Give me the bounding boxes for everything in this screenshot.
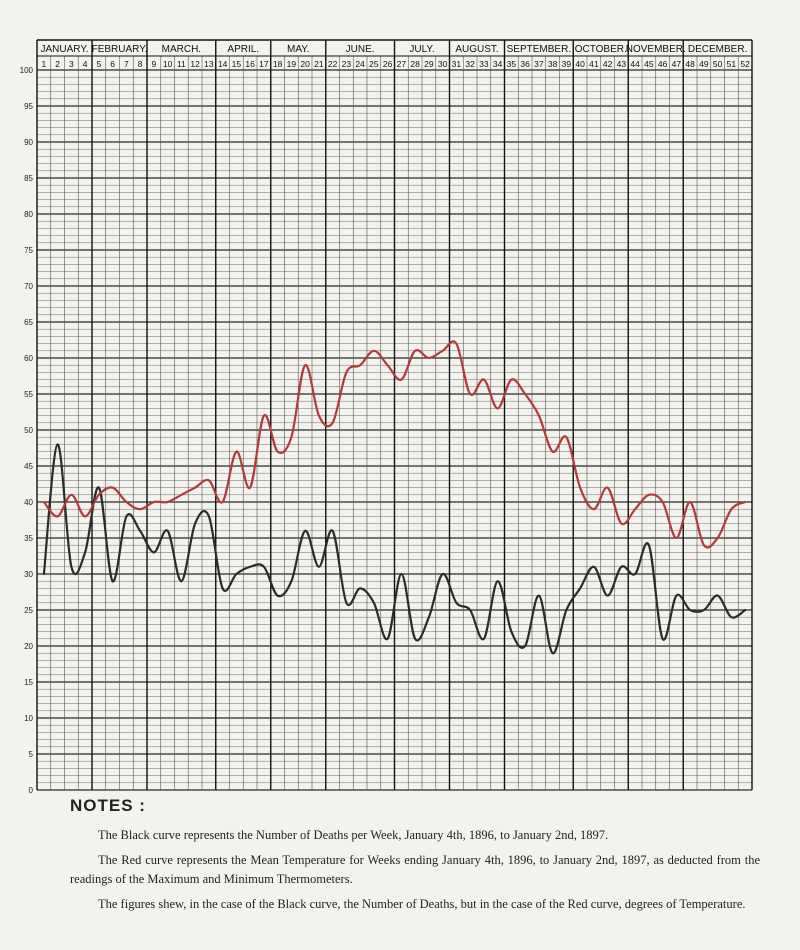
y-tick-label: 40: [24, 498, 33, 507]
month-label: AUGUST.: [455, 44, 499, 55]
week-label: 38: [547, 59, 558, 69]
y-tick-label: 80: [24, 210, 33, 219]
y-tick-label: 85: [24, 174, 33, 183]
week-label: 17: [259, 59, 269, 69]
month-label: JULY.: [409, 44, 435, 55]
week-label: 40: [575, 59, 585, 69]
y-tick-label: 35: [24, 534, 33, 543]
y-tick-label: 60: [24, 354, 33, 363]
month-label: OCTOBER.: [574, 44, 627, 55]
week-label: 18: [272, 59, 283, 69]
y-tick-label: 55: [24, 390, 33, 399]
week-label: 42: [602, 59, 613, 69]
week-label: 5: [96, 59, 102, 69]
week-label: 8: [137, 59, 143, 69]
week-label: 31: [451, 59, 462, 69]
y-tick-label: 20: [24, 642, 33, 651]
y-tick-label: 15: [24, 678, 33, 687]
week-label: 29: [424, 59, 434, 69]
y-tick-label: 25: [24, 606, 33, 615]
week-label: 49: [699, 59, 709, 69]
week-label: 12: [190, 59, 200, 69]
week-label: 41: [589, 59, 599, 69]
y-tick-label: 65: [24, 318, 33, 327]
week-label: 22: [327, 59, 338, 69]
week-label: 13: [204, 59, 214, 69]
month-label: DECEMBER.: [687, 44, 748, 55]
week-label: 37: [534, 59, 544, 69]
week-label: 24: [355, 59, 365, 69]
y-tick-label: 70: [24, 282, 33, 291]
notes-section: [70, 796, 760, 920]
week-label: 30: [437, 59, 448, 69]
month-label: MAY.: [287, 44, 310, 55]
week-label: 35: [506, 59, 517, 69]
notes-title: NOTES :: [70, 796, 146, 815]
month-label: NOVEMBER.: [625, 44, 686, 55]
week-label: 51: [726, 59, 737, 69]
week-label: 4: [82, 59, 88, 69]
week-label: 43: [616, 59, 627, 69]
week-label: 52: [740, 59, 750, 69]
y-tick-label: 50: [24, 426, 33, 435]
week-label: 10: [162, 59, 173, 69]
week-label: 2: [55, 59, 60, 69]
week-label: 45: [644, 59, 654, 69]
month-label: JUNE.: [345, 44, 375, 55]
week-label: 11: [176, 59, 186, 69]
y-tick-label: 45: [24, 462, 33, 471]
y-tick-label: 0: [28, 786, 33, 795]
week-label: 15: [231, 59, 242, 69]
week-label: 44: [630, 59, 640, 69]
week-label: 1: [41, 59, 47, 69]
y-tick-label: 75: [24, 246, 33, 255]
y-tick-label: 5: [28, 750, 33, 759]
week-label: 50: [712, 59, 723, 69]
note-red-curve: The Red curve represents the Mean Temperature for Weeks ending January 4th, 1896, to January 2nd, 1897, as deducted from the readings of the Maximum and Minimum Thermometers.: [70, 853, 760, 886]
week-label: 33: [479, 59, 489, 69]
week-label: 36: [520, 59, 530, 69]
week-label: 27: [396, 59, 407, 69]
week-label: 26: [382, 59, 393, 69]
week-label: 23: [341, 59, 352, 69]
week-label: 25: [369, 59, 379, 69]
week-label: 14: [217, 59, 228, 69]
month-label: APRIL.: [227, 44, 260, 55]
week-label: 9: [151, 59, 157, 69]
week-header: [42, 59, 751, 69]
y-tick-label: 90: [24, 138, 33, 147]
month-label: FEBRUARY.: [91, 44, 148, 55]
week-label: 19: [286, 59, 297, 69]
week-label: 32: [465, 59, 475, 69]
week-label: 34: [492, 59, 503, 69]
note-figures: The figures shew, in the case of the Black curve, the Number of Deaths, but in the case of the Red curve, degrees of Temperature.: [98, 897, 746, 911]
month-label: JANUARY.: [40, 44, 89, 55]
week-label: 48: [685, 59, 695, 69]
y-tick-label: 95: [24, 102, 33, 111]
y-tick-label: 10: [24, 714, 33, 723]
week-label: 3: [69, 59, 74, 69]
y-tick-label: 30: [24, 570, 33, 579]
week-label: 7: [124, 59, 129, 69]
chart-grid: [37, 40, 752, 790]
week-label: 28: [410, 59, 420, 69]
month-label: SEPTEMBER.: [506, 44, 572, 55]
y-tick-label: 100: [19, 66, 33, 75]
month-label: MARCH.: [161, 44, 202, 55]
y-axis: [20, 66, 34, 795]
week-label: 20: [300, 59, 310, 69]
week-label: 39: [561, 59, 572, 69]
week-label: 6: [110, 59, 115, 69]
week-label: 16: [245, 59, 255, 69]
week-label: 21: [314, 59, 324, 69]
week-label: 47: [671, 59, 682, 69]
week-label: 46: [657, 59, 668, 69]
note-black-curve: The Black curve represents the Number of Deaths per Week, January 4th, 1896, to January 2nd, 1897.: [98, 828, 609, 842]
